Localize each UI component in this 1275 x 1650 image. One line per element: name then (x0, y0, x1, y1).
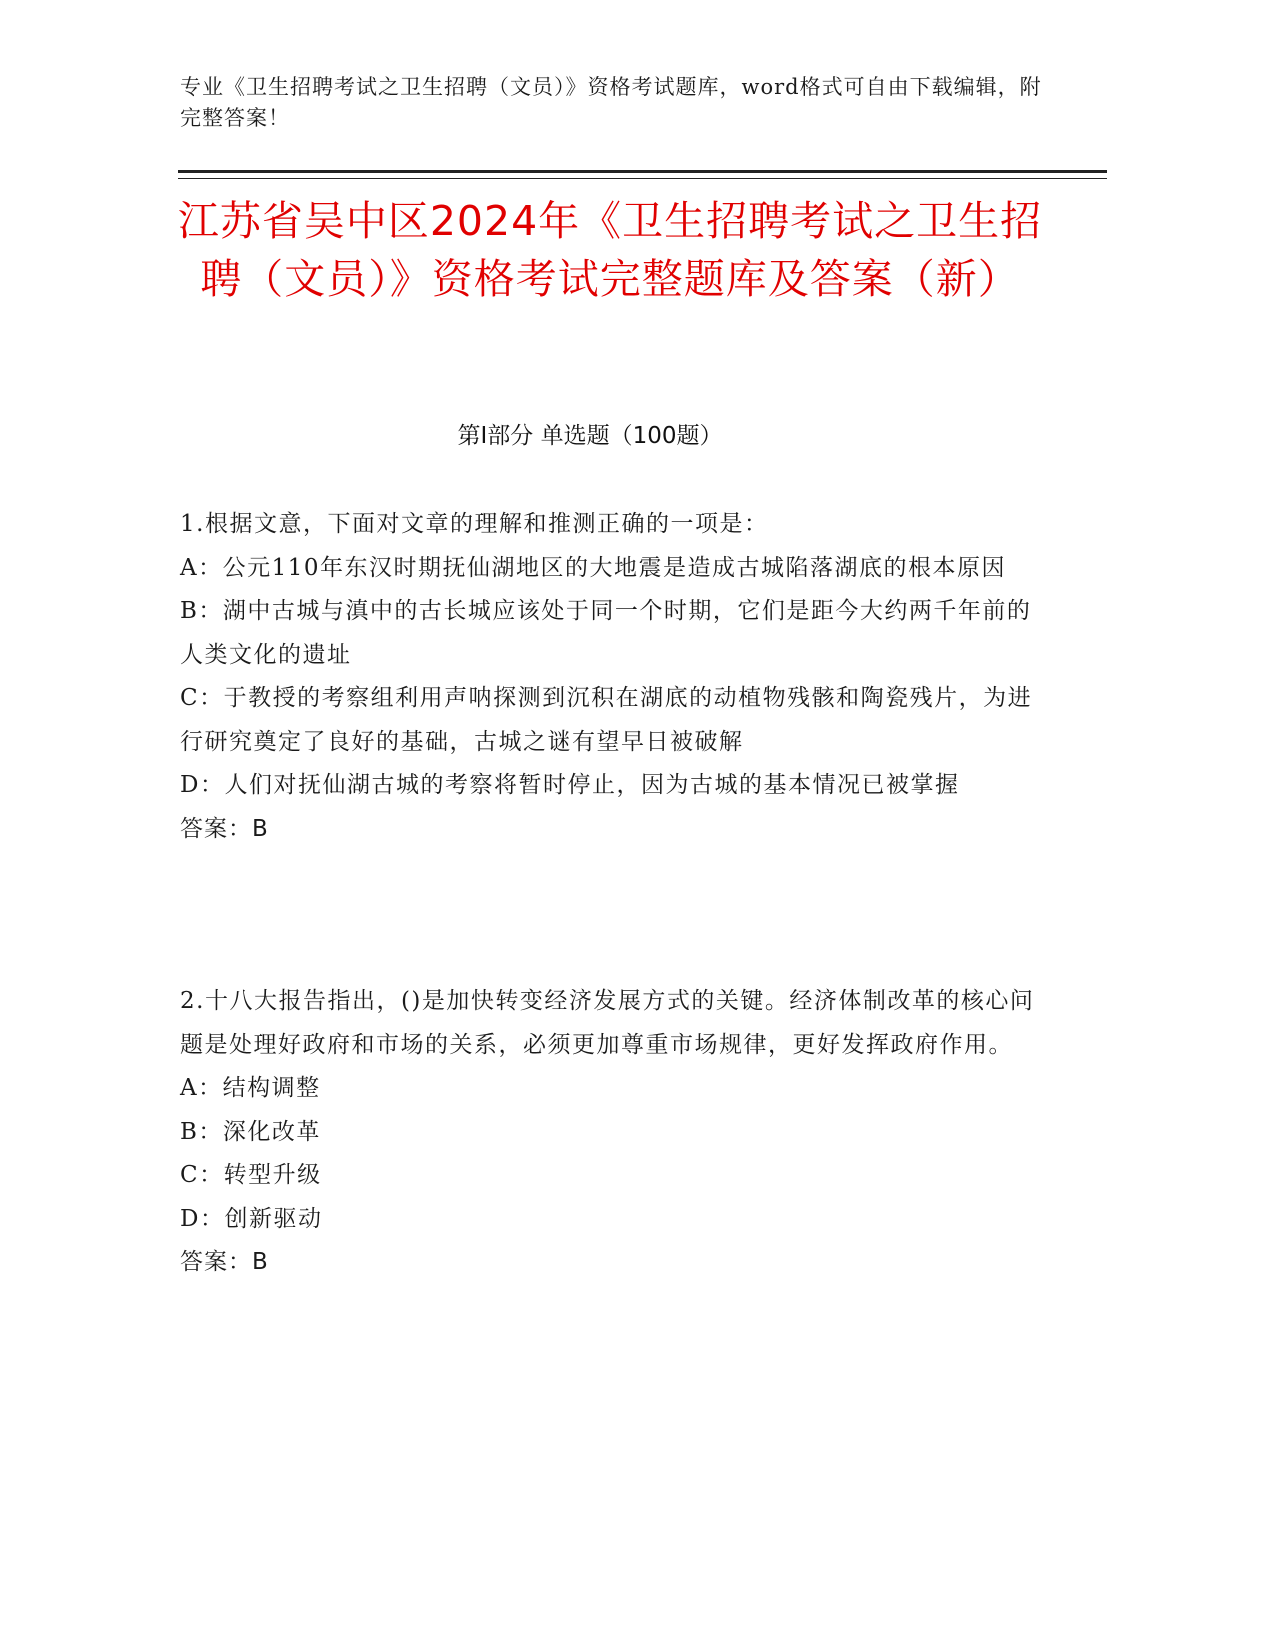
header-rule-thin (178, 178, 1107, 179)
option-d: D：人们对抚仙湖古城的考察将暂时停止，因为古城的基本情况已被掌握 (180, 772, 960, 798)
question-2 (180, 980, 1040, 1285)
question-stem: 1.根据文意，下面对文章的理解和推测正确的一项是： (180, 511, 769, 537)
answer: 答案：B (180, 815, 269, 842)
header-note: 专业《卫生招聘考试之卫生招聘（文员）》资格考试题库，word格式可自由下载编辑，附完整答案！ (180, 75, 1042, 130)
document-title: 江苏省吴中区2024年《卫生招聘考试之卫生招聘（文员）》资格考试完整题库及答案（新） (177, 197, 1043, 303)
header-rule-thick (178, 170, 1107, 173)
option-c: C：于教授的考察组利用声呐探测到沉积在湖底的动植物残骸和陶瓷残片，为进行研究奠定了良好的基础，古城之谜有望早日被破解 (180, 685, 1033, 755)
option-a: A：结构调整 (180, 1075, 321, 1101)
answer: 答案：B (180, 1249, 269, 1275)
option-c: C：转型升级 (180, 1162, 322, 1188)
question-1 (180, 503, 1040, 851)
option-b: B：湖中古城与滇中的古长城应该处于同一个时期，它们是距今大约两千年前的人类文化的遗址 (180, 598, 1032, 668)
option-a: A：公元110年东汉时期抚仙湖地区的大地震是造成古城陷落湖底的根本原因 (180, 554, 1007, 581)
option-b: B：深化改革 (180, 1118, 321, 1145)
option-d: D：创新驱动 (180, 1205, 323, 1232)
section-heading: 第I部分 单选题（100题） (457, 423, 723, 449)
question-stem: 2.十八大报告指出，()是加快转变经济发展方式的关键。经济体制改革的核心问题是处理好政府和市场的关系，必须更加尊重市场规律，更好发挥政府作用。 (180, 988, 1035, 1058)
